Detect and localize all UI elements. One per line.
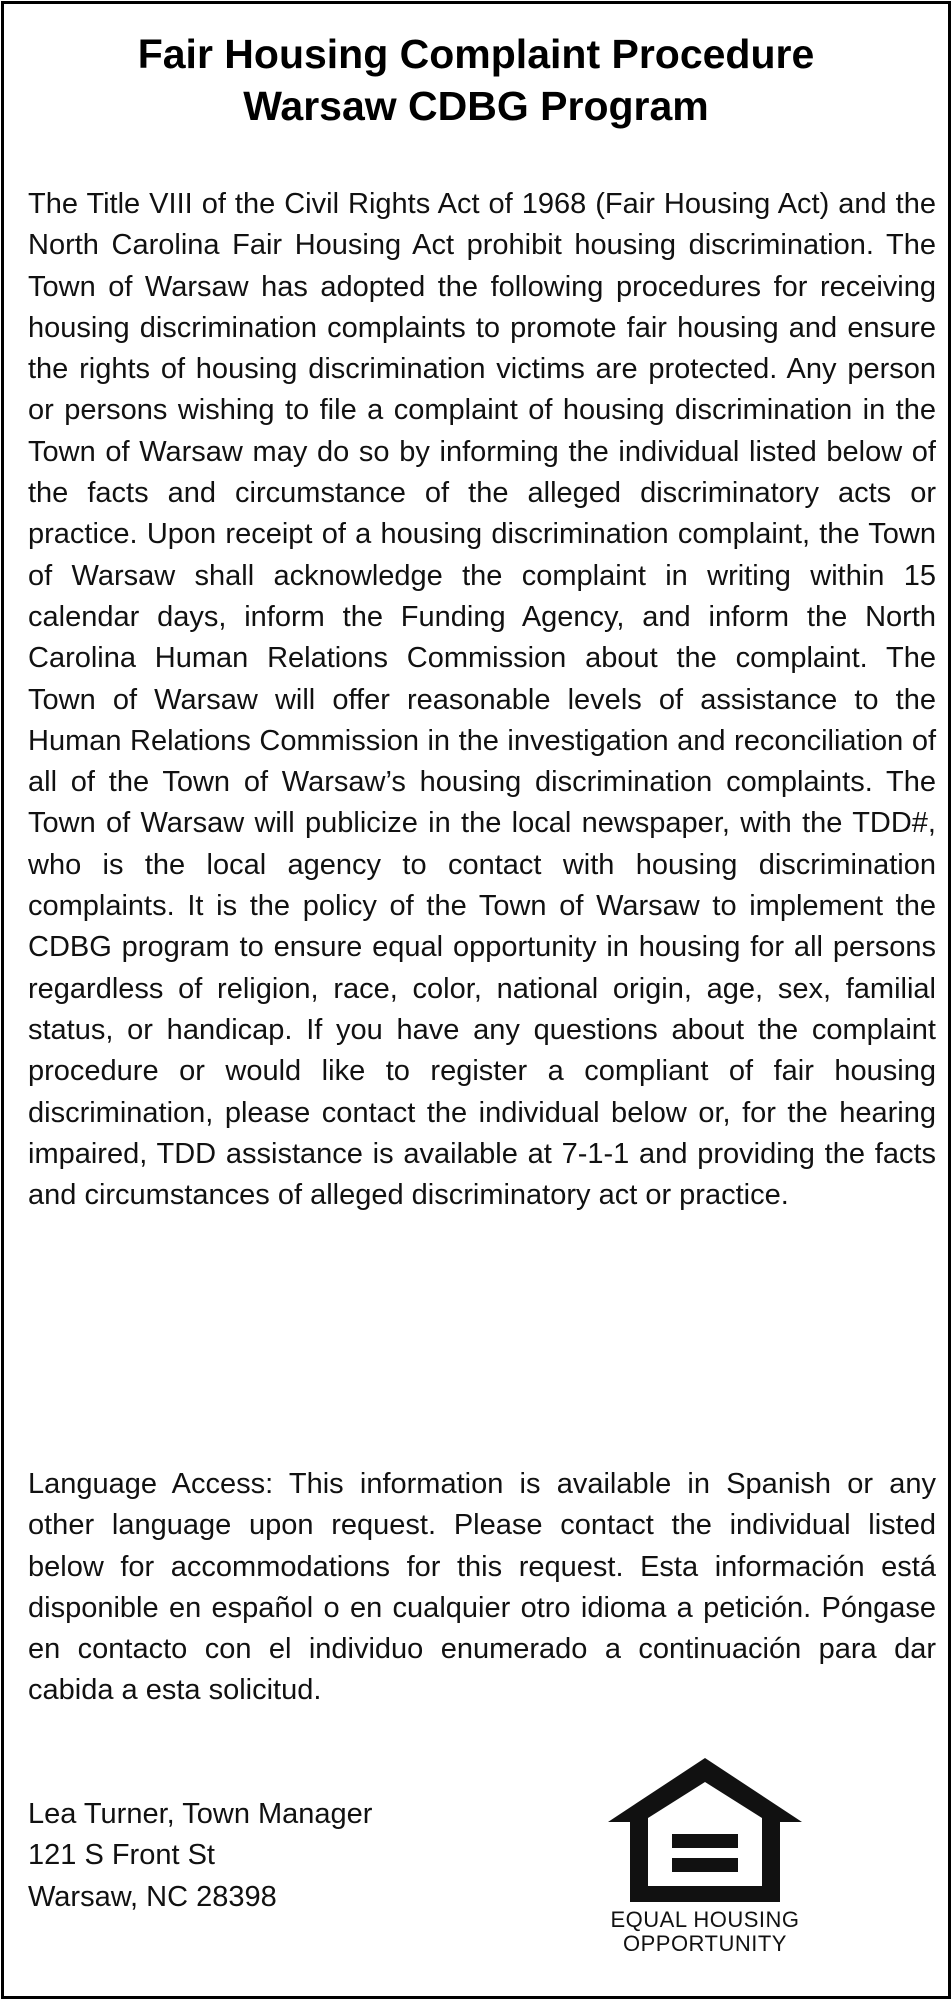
title-line-1: Fair Housing Complaint Procedure [137, 31, 815, 77]
contact-city: Warsaw, NC 28398 [28, 1880, 277, 1913]
logo-line-2: OPPORTUNITY [622, 1931, 787, 1956]
notice-frame [1, 1, 951, 1999]
notice-title [4, 28, 948, 132]
procedure-paragraph: The Title VIII of the Civil Rights Act of 1968 (Fair Housing Act) and the North Carolina Fair Housing Act prohibit housing discrimination. The Town of Warsaw has adopted the following procedures for receiving housing discrimination complaints to promote fair housing and ensure the rights of housing discrimination victims are protected. Any person or persons wishing to file a complaint of housing discrimination in the Town of Warsaw may do so by informing the individual listed below of the facts and circumstance of the alleged discriminatory acts or practice. Upon receipt of a housing discrimination complaint, the Town of Warsaw shall acknowledge the complaint in writing within 15 calendar days, inform the Funding Agency, and inform the North Carolina Human Relations Commission about the complaint. The Town of Warsaw will offer reasonable levels of assistance to the Human Relations Commission in the investigation and reconciliation of all of the Town of Warsaw’s housing discrimination complaints. The Town of Warsaw will publicize in the local newspaper, with the TDD#, who is the local agency to contact with housing discrimination complaints. It is the policy of the Town of Warsaw to implement the CDBG program to ensure equal opportunity in housing for all persons regardless of religion, race, color, national origin, age, sex, familial status, or handicap. If you have any questions about the complaint procedure or would like to register a compliant of fair housing discrimination, please contact the individual below or, for the hearing impaired, TDD assistance is available at 7-1-1 and providing the facts and circumstances of alleged discriminatory act or practice. [28, 188, 936, 1212]
title-line-2: Warsaw CDBG Program [243, 83, 709, 129]
equal-housing-opportunity-logo [600, 1756, 810, 1966]
language-access-paragraph: Language Access: This information is available in Spanish or any other language upon request. Please contact the individual listed below for accommodations for this request. Esta información está disponible en español o en cualquier otro idioma a petición. Póngase en contacto con el individuo enumerado a continuación para dar cabida a esta solicitud. [28, 1468, 936, 1707]
contact-name: Lea Turner, Town Manager [28, 1798, 373, 1830]
house-equal-icon [600, 1756, 810, 1906]
contact-street: 121 S Front St [28, 1839, 215, 1872]
logo-line-1: EQUAL HOUSING [610, 1907, 800, 1932]
contact-block [28, 1794, 372, 1918]
